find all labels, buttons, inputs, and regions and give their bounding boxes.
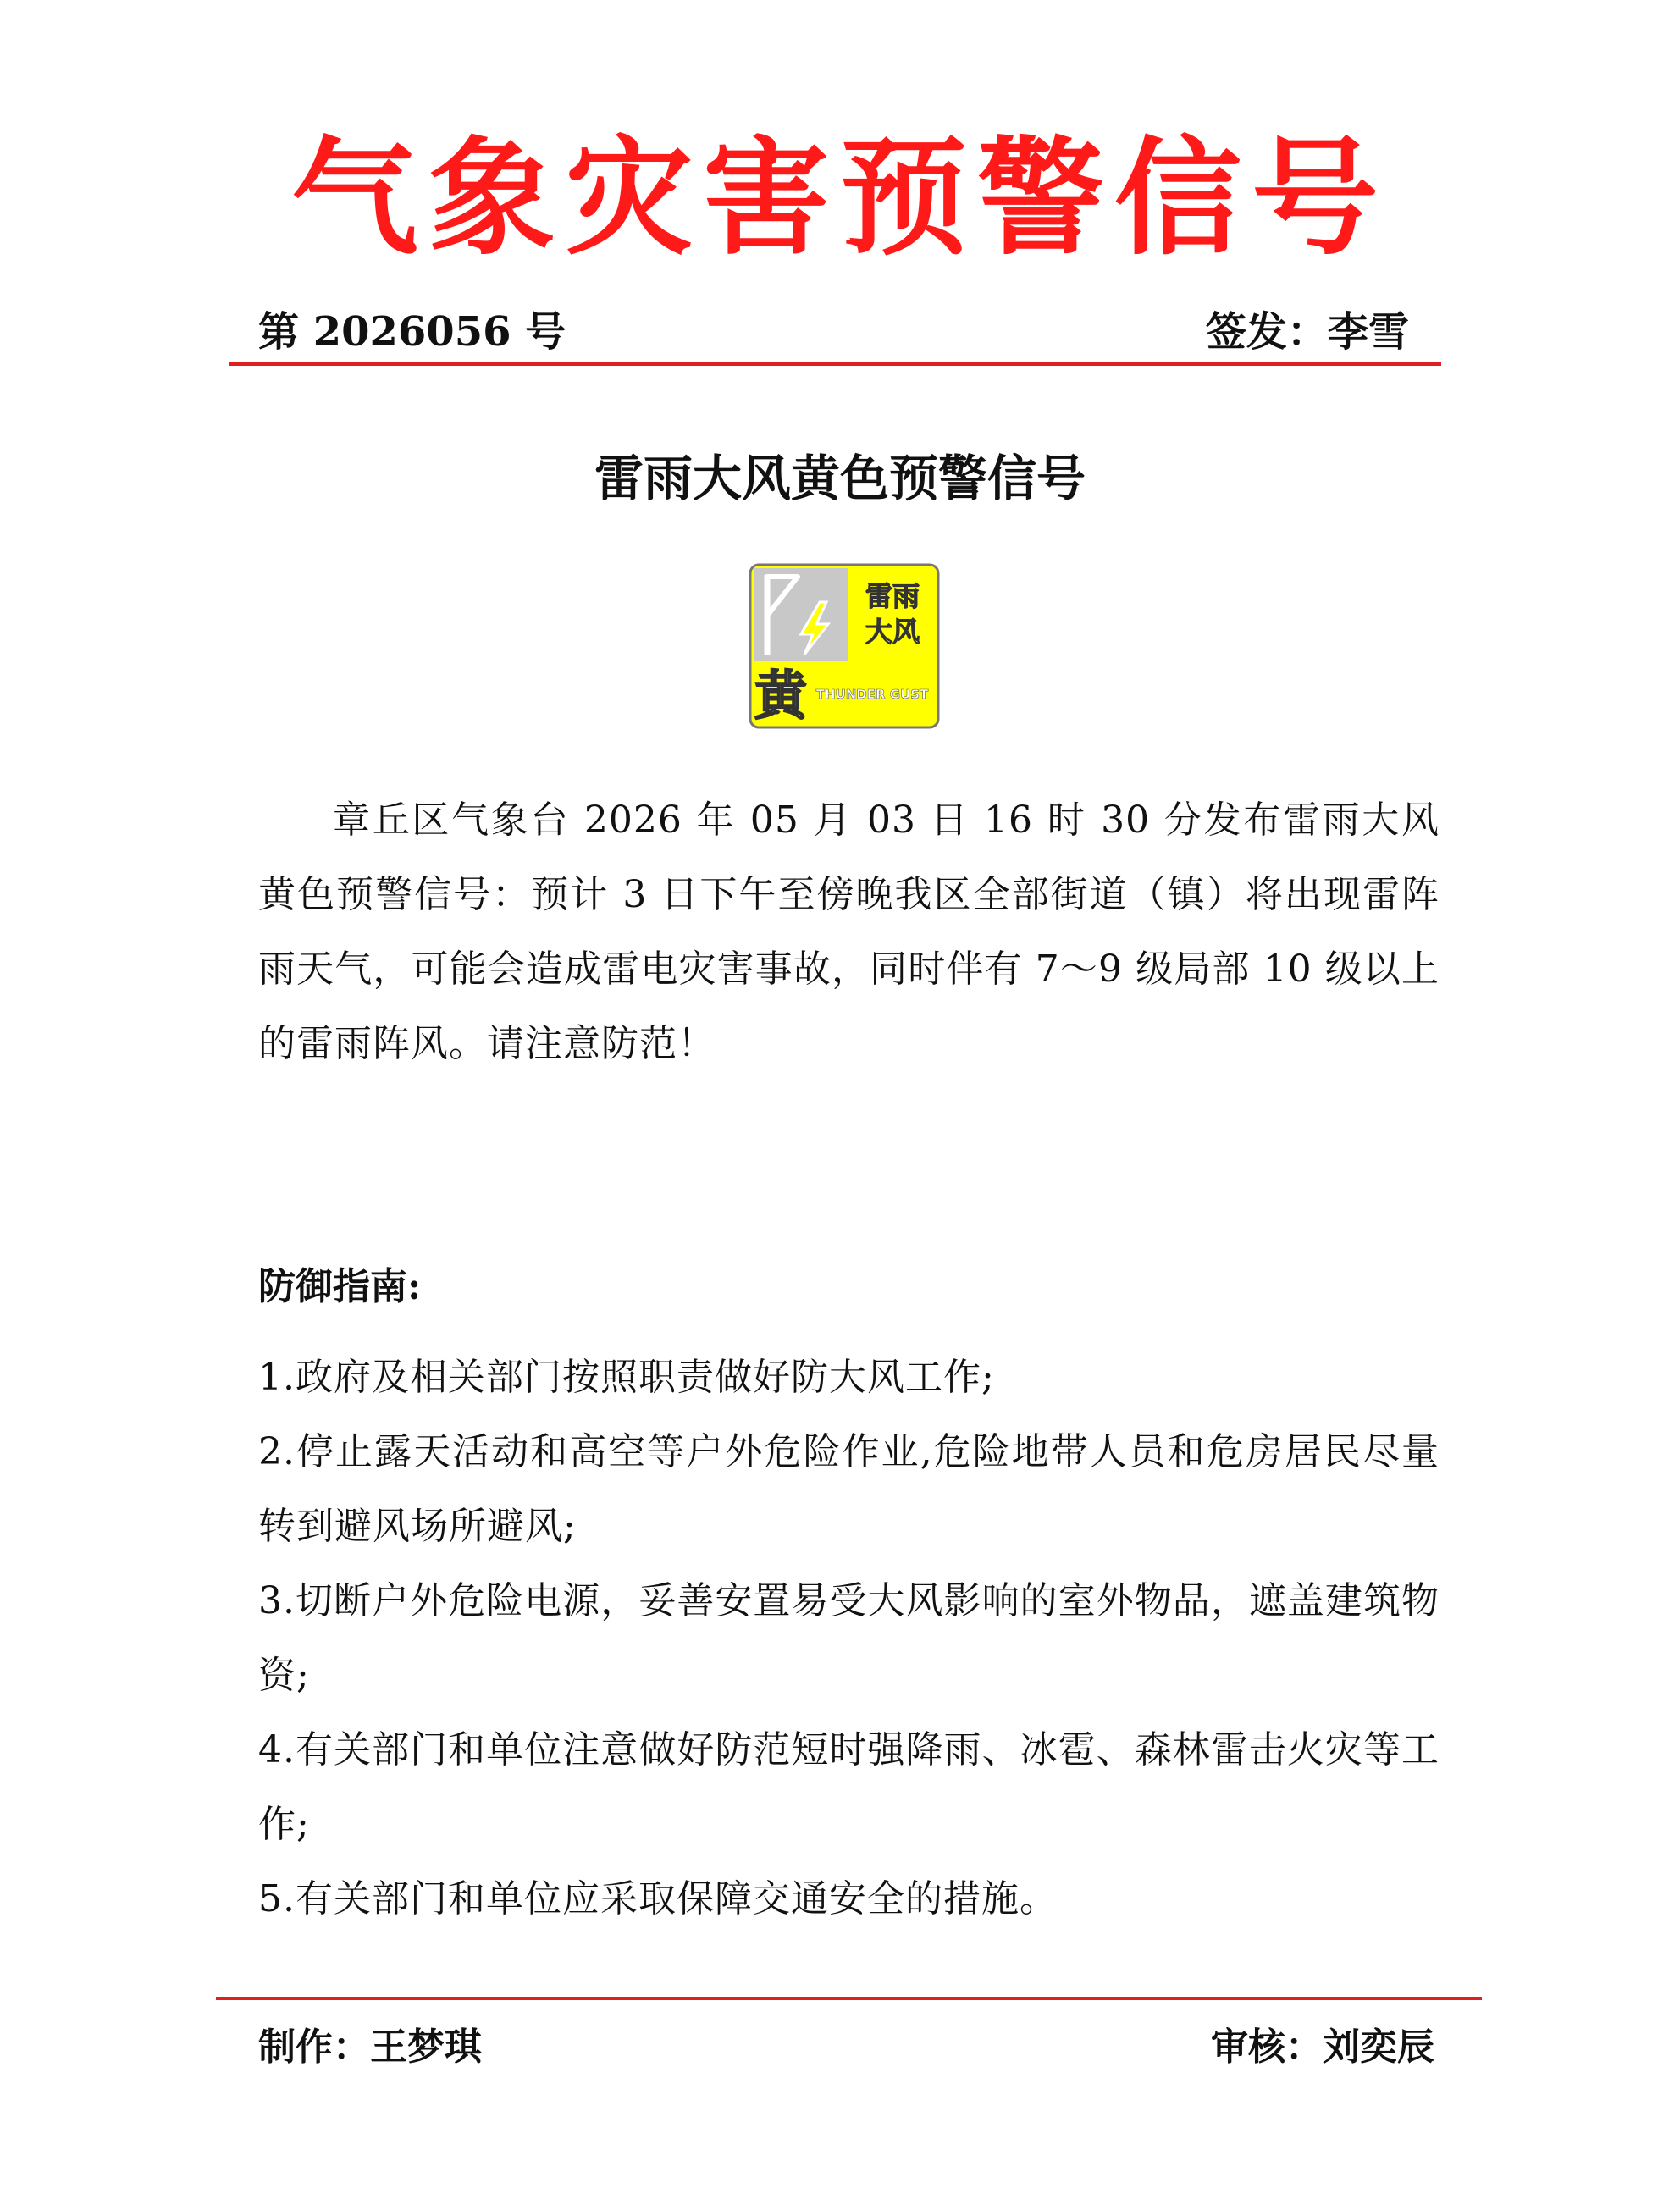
- thunder-gust-yellow-icon: [749, 563, 940, 729]
- guide-item: 3.切断户外危险电源，妥善安置易受大风影响的室外物品，遮盖建筑物资;: [258, 1579, 1440, 1697]
- maker: 制作：王梦琪: [258, 2025, 482, 2069]
- signal-top-text-2: 大风: [865, 616, 920, 648]
- main-title: 气象灾害预警信号: [290, 125, 1389, 273]
- signal-title: 雷雨大风黄色预警信号: [594, 450, 1086, 507]
- signal-top-text-1: 雷雨: [865, 580, 920, 612]
- signal-color-char: 黄: [754, 665, 808, 727]
- issue-number: 第 2026056 号: [258, 308, 566, 356]
- guide-title: 防御指南:: [258, 1265, 422, 1308]
- warning-body: 章丘区气象台 2026 年 05 月 03 日 16 时 30 分发布雷雨大风黄色预警信号：预计 3 日下午至傍晚我区全部街道（镇）将出现雷阵雨天气，可能会造成雷电灾害事故，同时伴有 7～9 级局部 10 级以上的雷雨阵风。请注意防范！: [258, 799, 1440, 1065]
- reviewer: 审核：刘奕辰: [1211, 2025, 1434, 2069]
- issuer: 签发：李雪: [1205, 308, 1409, 356]
- guide-list: [258, 1340, 1440, 1937]
- header-divider: [229, 362, 1441, 366]
- guide-item: 4.有关部门和单位注意做好防范短时强降雨、冰雹、森林雷击火灾等工作;: [258, 1728, 1440, 1846]
- guide-item: 2.停止露天活动和高空等户外危险作业,危险地带人员和危房居民尽量转到避风场所避风;: [258, 1430, 1440, 1548]
- guide-item: 5.有关部门和单位应采取保障交通安全的措施。: [258, 1877, 1058, 1920]
- signal-english-text: THUNDER GUST: [815, 687, 929, 702]
- guide-item: 1.政府及相关部门按照职责做好防大风工作;: [258, 1356, 995, 1399]
- footer-divider: [216, 1997, 1482, 2000]
